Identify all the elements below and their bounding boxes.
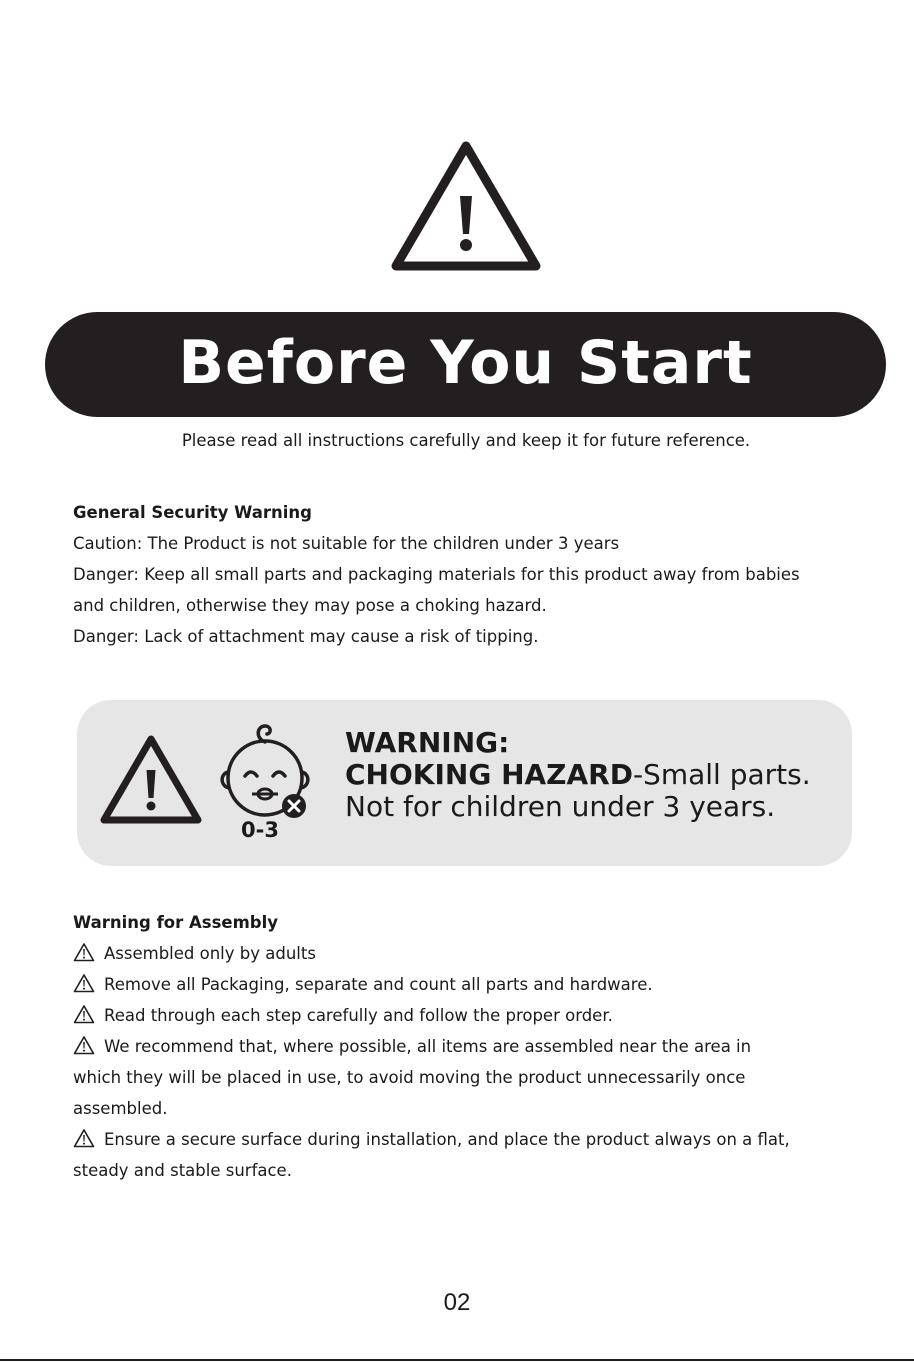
page-title: Before You Start: [178, 327, 753, 398]
warning-triangle-icon: [73, 1035, 95, 1055]
choking-hazard-box: [77, 700, 852, 866]
warning-line: Danger: Keep all small parts and packaging materials for this product away from babies: [73, 565, 800, 584]
hazard-title: CHOKING HAZARD: [345, 758, 633, 791]
warning-line: Danger: Lack of attachment may cause a risk of tipping.: [73, 627, 539, 646]
assembly-item-continued: which they will be placed in use, to avoid moving the product unnecessarily once: [73, 1068, 746, 1087]
hazard-detail: -Small parts.: [632, 758, 811, 791]
assembly-item-continued: assembled.: [73, 1099, 168, 1118]
hazard-warning-label: WARNING:: [345, 726, 510, 759]
warning-triangle-icon: [73, 973, 95, 993]
bottom-rule: [0, 1359, 914, 1361]
warning-line: and children, otherwise they may pose a choking hazard.: [73, 596, 547, 615]
page-subtitle: Please read all instructions carefully and keep it for future reference.: [181, 431, 751, 450]
section-heading: Warning for Assembly: [73, 913, 279, 932]
warning-triangle-icon: [99, 732, 203, 826]
hazard-age-note: Not for children under 3 years.: [345, 790, 776, 823]
warning-triangle-icon: [73, 942, 95, 962]
warning-triangle-icon: [390, 138, 542, 272]
assembly-item-continued: steady and stable surface.: [73, 1161, 292, 1180]
section-heading: General Security Warning: [73, 503, 312, 522]
assembly-warning-section: [73, 907, 873, 1186]
baby-face-icon: [215, 722, 315, 822]
warning-triangle-icon: [73, 1128, 95, 1148]
assembly-item: Assembled only by adults: [73, 938, 873, 969]
general-security-warning-section: [73, 497, 873, 652]
assembly-item: Remove all Packaging, separate and count all parts and hardware.: [73, 969, 873, 1000]
hazard-text: [345, 727, 811, 823]
assembly-item: We recommend that, where possible, all items are assembled near the area in: [73, 1031, 873, 1062]
title-banner: [45, 312, 886, 417]
warning-line: Caution: The Product is not suitable for the children under 3 years: [73, 534, 620, 553]
assembly-item: Ensure a secure surface during installation, and place the product always on a flat,: [73, 1124, 873, 1155]
age-label: 0-3: [241, 818, 279, 842]
assembly-item: Read through each step carefully and follow the proper order.: [73, 1000, 873, 1031]
page-number: 02: [443, 1289, 471, 1316]
warning-triangle-icon: [73, 1004, 95, 1024]
